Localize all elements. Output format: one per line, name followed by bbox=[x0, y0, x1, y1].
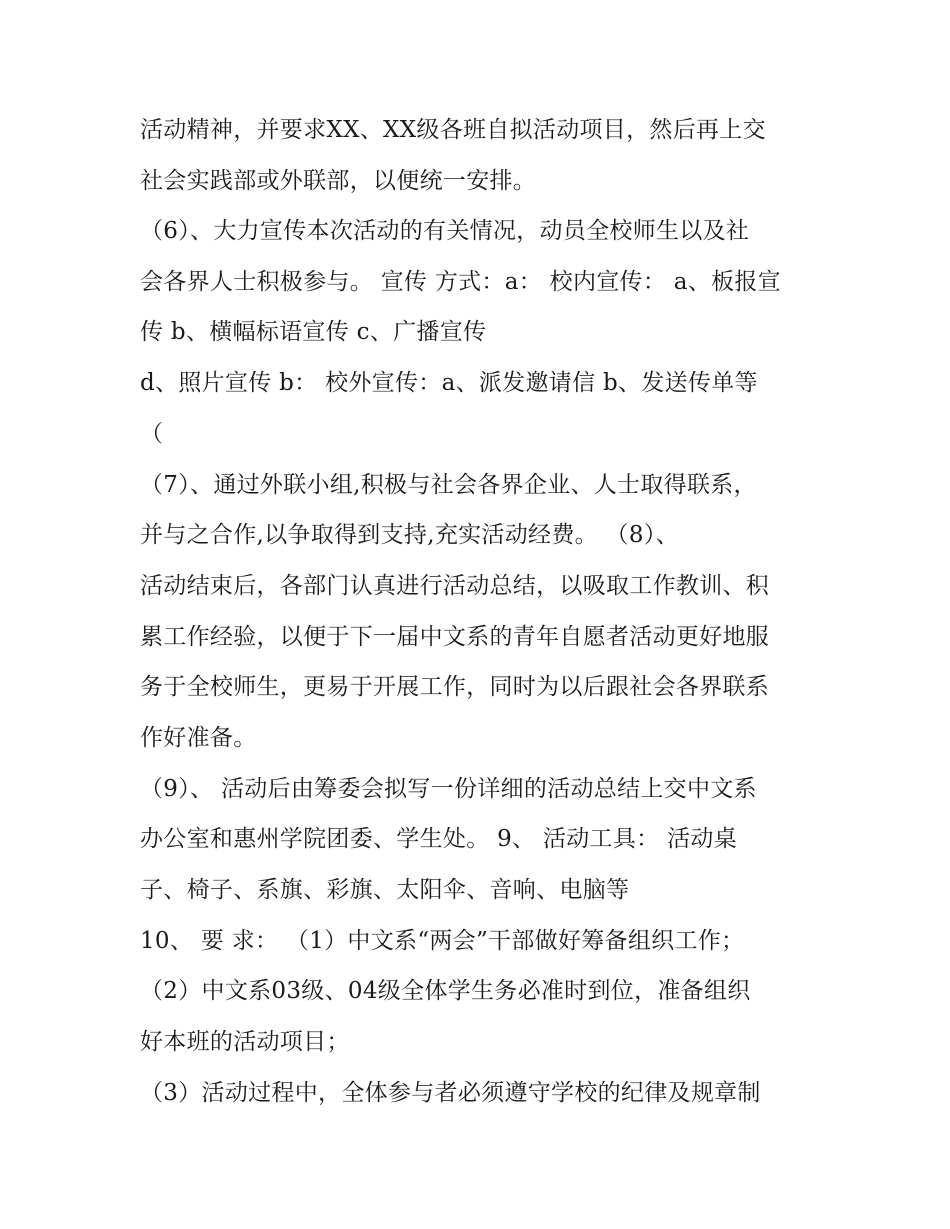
text-line: （ bbox=[140, 421, 164, 447]
text-line: （2）中文系03级、04级全体学生务必准时到位，准备组织 bbox=[140, 978, 751, 1004]
text-line: 务于全校师生，更易于开展工作，同时为以后跟社会各界联系 bbox=[140, 674, 770, 700]
text-line: 子、椅子、系旗、彩旗、太阳伞、音响、电脑等 bbox=[140, 877, 630, 903]
text-line: 并与之合作,以争取得到支持,充实活动经费。 （8）、 bbox=[140, 522, 679, 548]
text-line: （9）、 活动后由筹委会拟写一份详细的活动总结上交中文系 bbox=[140, 776, 757, 802]
text-line: 传 b、横幅标语宣传 c、广播宣传 bbox=[140, 319, 487, 345]
text-line: 社会实践部或外联部，以便统一安排。 bbox=[140, 168, 537, 194]
text-line: 办公室和惠州学院团委、学生处。 9、 活动工具： 活动桌 bbox=[140, 826, 737, 852]
text-line: 好本班的活动项目； bbox=[140, 1029, 350, 1055]
text-line: 活动结束后，各部门认真进行活动总结，以吸取工作教训、积 bbox=[140, 573, 770, 599]
text-line: 作好准备。 bbox=[140, 725, 257, 751]
text-line: （7）、通过外联小组,积极与社会各界企业、人士取得联系， bbox=[140, 472, 757, 498]
text-line: 活动精神，并要求XX、XX级各班自拟活动项目，然后再上交 bbox=[140, 117, 766, 143]
text-line: 会各界人士积极参与。 宣传 方式：a： 校内宣传： a、板报宣 bbox=[140, 269, 781, 295]
text-line: （3）活动过程中，全体参与者必须遵守学校的纪律及规章制 bbox=[140, 1080, 761, 1106]
text-line: d、照片宣传 b： 校外宣传：a、派发邀请信 b、发送传单等 bbox=[140, 370, 758, 396]
text-line: 10、 要 求： （1）中文系“两会”干部做好筹备组织工作； bbox=[140, 928, 745, 954]
text-line: （6）、大力宣传本次活动的有关情况，动员全校师生以及社 bbox=[140, 218, 750, 244]
text-line: 累工作经验，以便于下一届中文系的青年自愿者活动更好地服 bbox=[140, 624, 770, 650]
